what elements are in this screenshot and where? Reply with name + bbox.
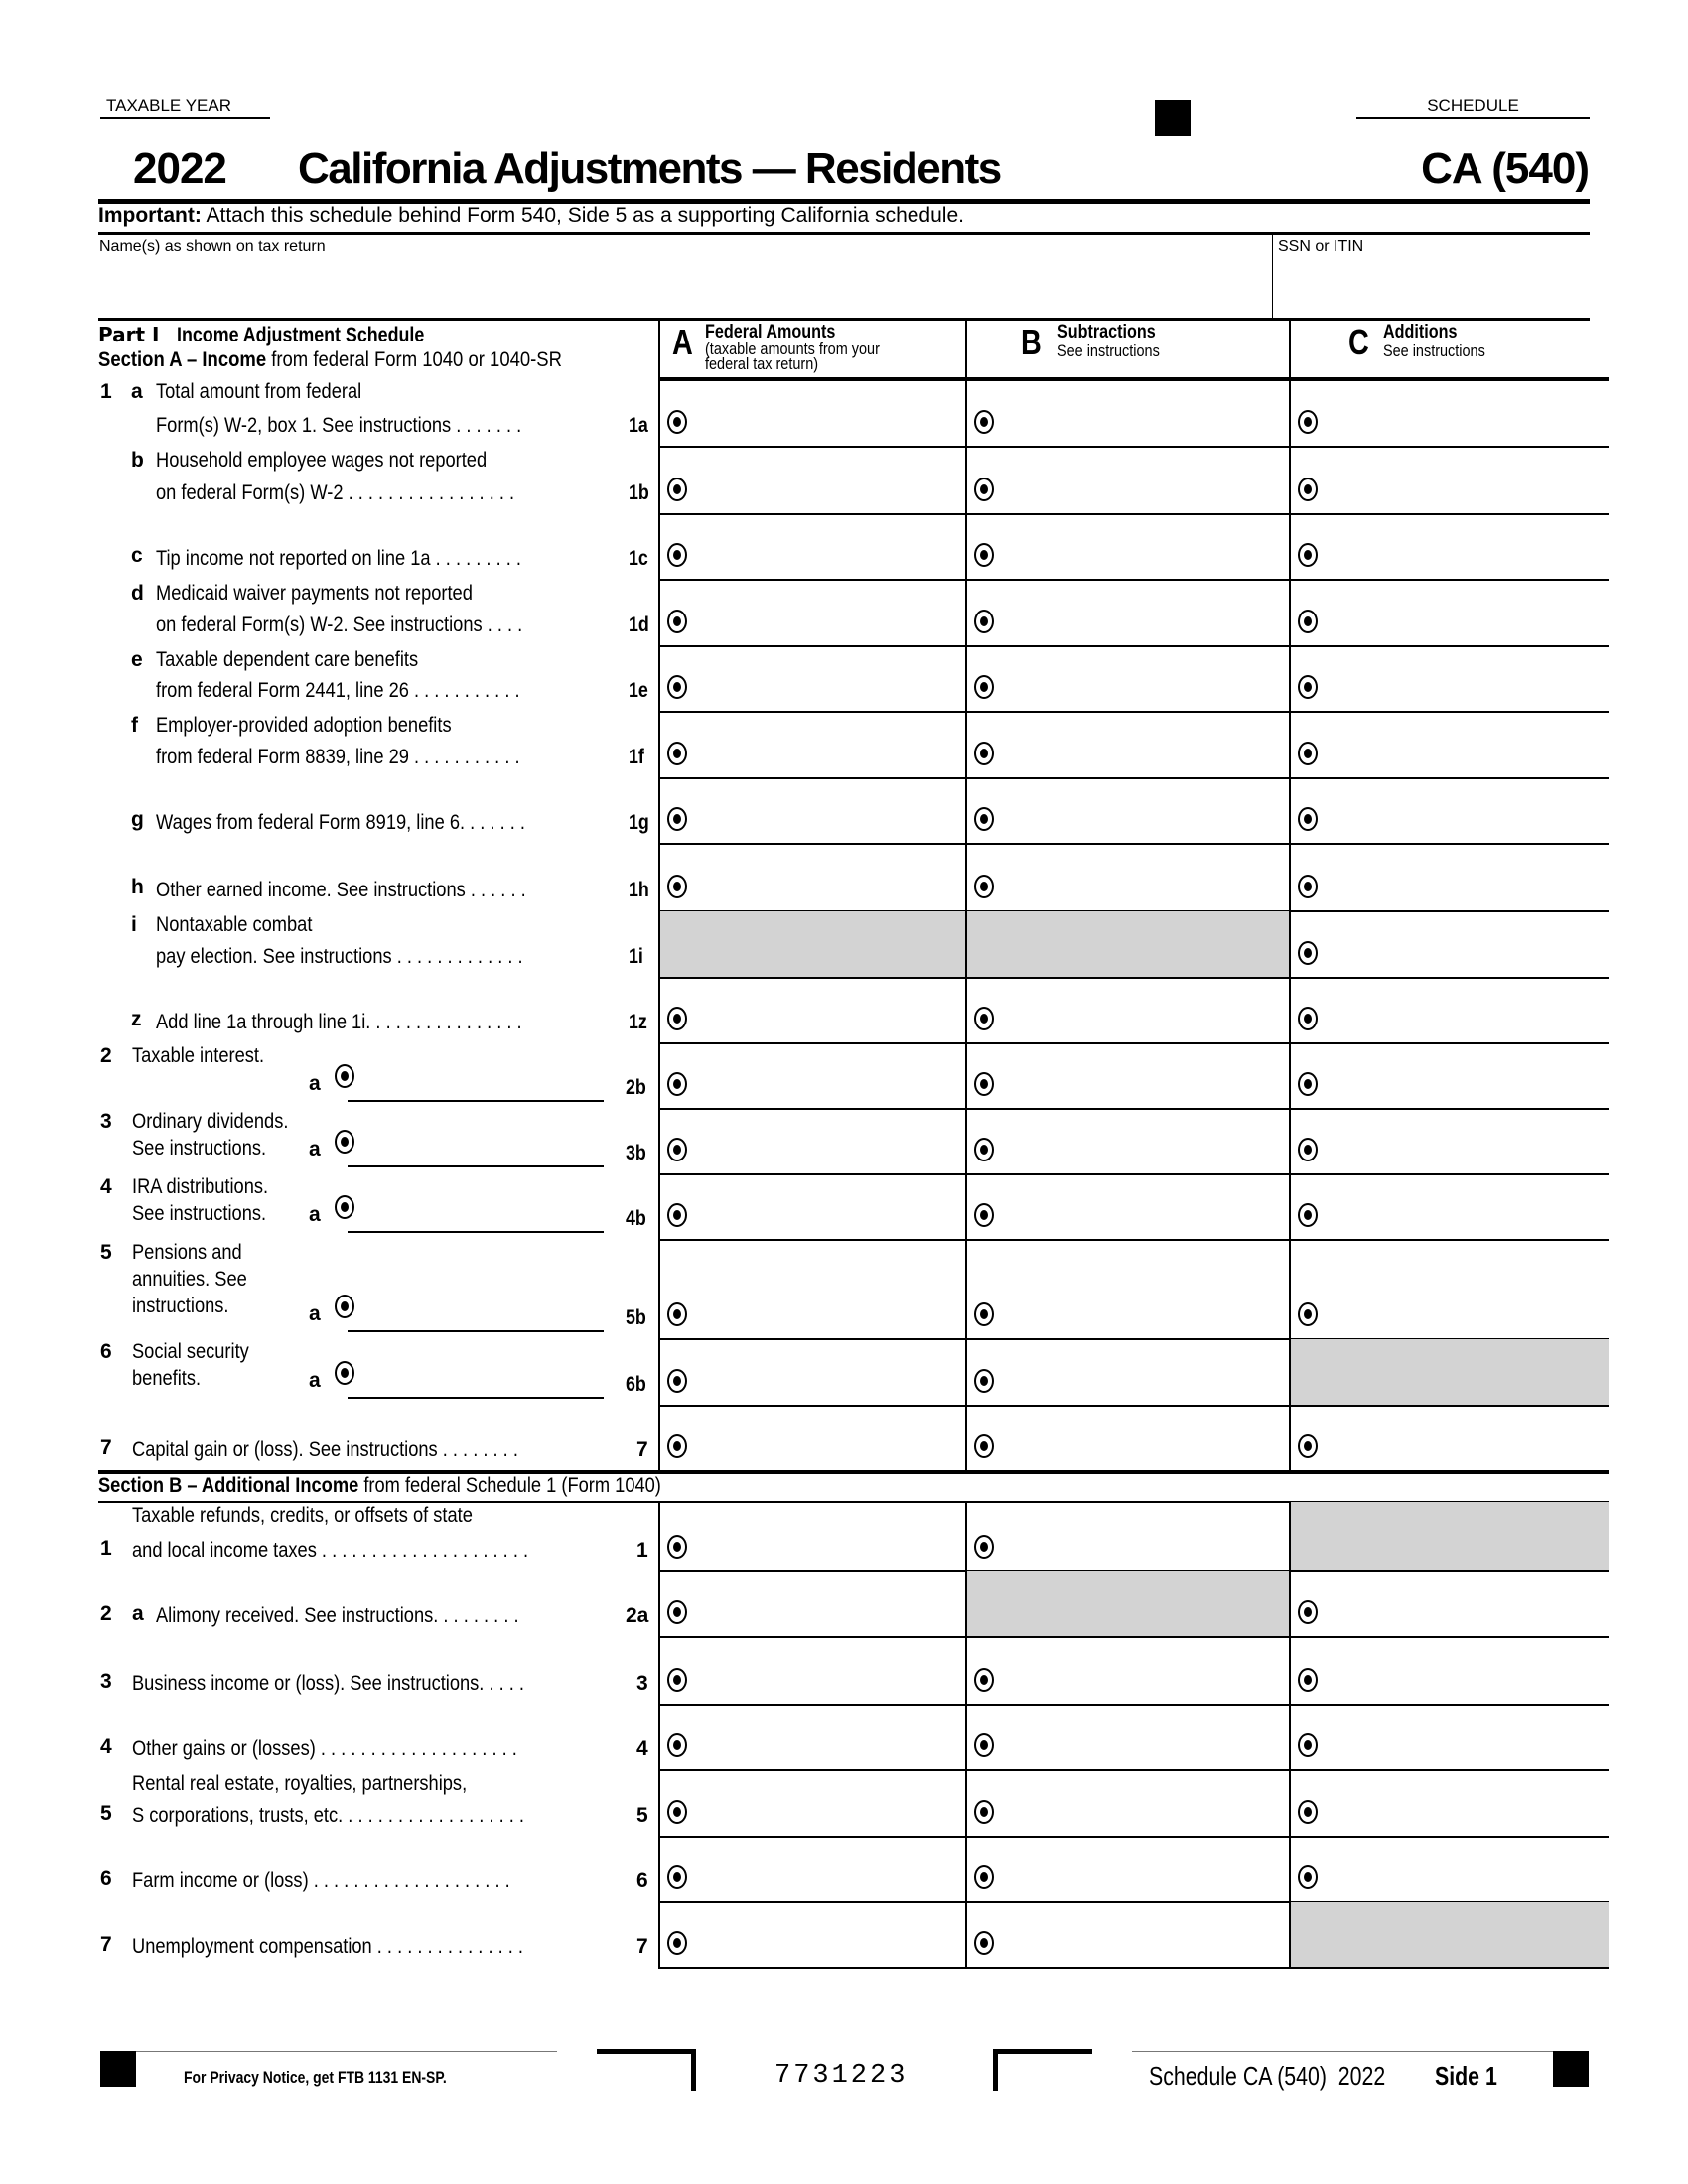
line-description-2: pay election. See instructions . . . . . . . . . . . . . <box>156 945 523 968</box>
sectionb-line-3-subtraction-input[interactable] <box>966 1637 1289 1704</box>
corner-mark-right-side <box>993 2049 998 2091</box>
entry-bullet-icon <box>974 478 994 501</box>
line-description-2: Other earned income. See instructions . . . . . . <box>156 879 526 901</box>
entry-bullet-icon <box>974 1931 994 1955</box>
line-code: 1h <box>629 879 649 901</box>
line-number: 3 <box>100 1670 112 1693</box>
column-rule <box>1289 318 1291 377</box>
line-code: 1i <box>629 945 643 968</box>
entry-bullet-icon <box>1298 1072 1318 1096</box>
line-description-2: annuities. See <box>132 1268 247 1291</box>
line-description-2: See instructions. <box>132 1137 267 1160</box>
line-7-subtraction-input[interactable] <box>966 1406 1289 1470</box>
line-0-addition-input[interactable] <box>1290 378 1609 446</box>
entry-bullet-icon <box>667 610 687 633</box>
line-description-2: Wages from federal Form 8919, line 6. . . . . . . <box>156 811 525 834</box>
section-b-heading <box>98 1473 661 1499</box>
entry-bullet-icon <box>667 675 687 699</box>
sectionb-line-1-addition-input <box>1290 1502 1609 1570</box>
line-description-1: Medicaid waiver payments not reported <box>156 582 473 605</box>
entry-bullet-icon <box>974 875 994 898</box>
line-a-label: a <box>309 1138 321 1160</box>
line-a-label: a <box>309 1203 321 1226</box>
line-number: 3 <box>100 1110 112 1133</box>
line-number: 5 <box>100 1241 112 1264</box>
entry-bullet-icon <box>974 742 994 765</box>
line-3b-subtraction-input[interactable] <box>966 1109 1289 1173</box>
entry-bullet-icon <box>667 1668 687 1692</box>
line-6-federal-amount-input[interactable] <box>659 778 965 843</box>
line-2-subtraction-input[interactable] <box>966 514 1289 579</box>
sectionb-line-5-federal-amount-input[interactable] <box>659 1770 965 1836</box>
line-5-addition-input[interactable] <box>1290 712 1609 777</box>
line-3b-federal-amount-input[interactable] <box>659 1109 965 1173</box>
entry-bullet-icon <box>667 1369 687 1393</box>
form-id: CA (540) <box>1421 144 1589 193</box>
column-title-c: Additions <box>1383 322 1458 342</box>
line-description-2: Form(s) W-2, box 1. See instructions . . . . . . . <box>156 414 522 437</box>
line-number: 1 <box>100 1537 112 1560</box>
line-2a-input[interactable] <box>348 1054 604 1102</box>
line-description-1: Taxable interest. <box>132 1044 265 1067</box>
line-code: 1a <box>629 414 648 437</box>
entry-bullet-icon <box>1298 410 1318 434</box>
line-4b-subtraction-input[interactable] <box>966 1174 1289 1239</box>
sectionb-line-5-subtraction-input[interactable] <box>966 1770 1289 1836</box>
sectionb-line-4-subtraction-input[interactable] <box>966 1705 1289 1769</box>
important-rule <box>98 232 1590 235</box>
column-title-a: Federal Amounts <box>705 322 836 342</box>
line-code: 4 <box>636 1737 648 1760</box>
line-letter: i <box>131 913 137 936</box>
field-underline <box>348 1100 604 1102</box>
entry-bullet-icon <box>667 1600 687 1624</box>
line-code: 7 <box>636 1438 648 1461</box>
line-5b-addition-input[interactable] <box>1290 1240 1609 1338</box>
entry-bullet-icon <box>1298 1434 1318 1458</box>
entry-bullet-icon <box>667 1931 687 1955</box>
line-0-subtraction-input[interactable] <box>966 378 1289 446</box>
sectionb-line-3-federal-amount-input[interactable] <box>659 1637 965 1704</box>
column-sub-c: See instructions <box>1383 341 1485 360</box>
line-4-addition-input[interactable] <box>1290 646 1609 711</box>
entry-bullet-icon <box>1298 543 1318 567</box>
line-code: 1f <box>629 746 644 768</box>
line-number: 2 <box>100 1602 112 1625</box>
entry-bullet-icon <box>974 1434 994 1458</box>
column-rule <box>658 1501 660 1967</box>
line-code: 1e <box>629 679 648 702</box>
entry-bullet-icon <box>974 1302 994 1326</box>
part1-title: Income Adjustment Schedule <box>176 324 425 346</box>
line-6-addition-input[interactable] <box>1290 778 1609 843</box>
tax-year: 2022 <box>133 144 226 193</box>
entry-bullet-icon <box>974 1369 994 1393</box>
line-number: 2 <box>100 1044 112 1067</box>
line-description-1: Rental real estate, royalties, partnerships, <box>132 1772 468 1795</box>
form-title: California Adjustments — Residents <box>298 144 1001 193</box>
entry-bullet-icon <box>667 1800 687 1824</box>
line-a-label: a <box>309 1072 321 1095</box>
important-note <box>98 205 964 228</box>
sectionb-line-5-addition-input[interactable] <box>1290 1770 1609 1836</box>
line-description: Capital gain or (loss). See instructions . . . . . . . . <box>132 1438 518 1461</box>
entry-bullet-icon <box>974 1865 994 1889</box>
line-number: 4 <box>100 1735 112 1758</box>
entry-bullet-icon <box>974 675 994 699</box>
field-underline <box>348 1231 604 1233</box>
line-description-1: Taxable refunds, credits, or offsets of state <box>132 1504 473 1527</box>
privacy-notice: For Privacy Notice, get FTB 1131 EN-SP. <box>184 2068 447 2087</box>
sectionb-line-7-addition-input <box>1290 1902 1609 1967</box>
entry-bullet-icon <box>1298 478 1318 501</box>
line-description-1: Total amount from federal <box>156 380 362 403</box>
line-3-subtraction-input[interactable] <box>966 580 1289 645</box>
line-description-2: Tip income not reported on line 1a . . . . . . . . . <box>156 547 521 570</box>
entry-bullet-icon <box>667 1203 687 1227</box>
line-description-1: Employer-provided adoption benefits <box>156 714 452 737</box>
line-0-federal-amount-input[interactable] <box>659 378 965 446</box>
line-7-subtraction-input[interactable] <box>966 844 1289 910</box>
line-code: 2b <box>626 1076 646 1099</box>
line-description-2: on federal Form(s) W-2. See instructions . . . . <box>156 614 523 636</box>
entry-bullet-icon <box>1298 1600 1318 1624</box>
line-description-1: Social security <box>132 1340 249 1363</box>
entry-bullet-icon <box>667 1007 687 1030</box>
column-sub-b: See instructions <box>1057 341 1160 360</box>
registration-mark <box>1155 100 1191 136</box>
line-code: 5 <box>636 1804 648 1827</box>
entry-bullet-icon <box>667 1138 687 1161</box>
sectionb-line-3-addition-input[interactable] <box>1290 1637 1609 1704</box>
line-description-2: Business income or (loss). See instructions. . . . . <box>132 1672 524 1695</box>
footer-rule-left <box>136 2051 557 2052</box>
line-4-subtraction-input[interactable] <box>966 646 1289 711</box>
entry-bullet-icon <box>667 1302 687 1326</box>
line-description-2: See instructions. <box>132 1202 267 1225</box>
line-6b-federal-amount-input[interactable] <box>659 1339 965 1405</box>
entry-bullet-icon <box>1298 1302 1318 1326</box>
entry-bullet-icon <box>667 1535 687 1559</box>
line-letter: e <box>131 648 143 671</box>
ssn-divider <box>1272 234 1273 319</box>
line-number: 4 <box>100 1175 112 1198</box>
section-a-heading <box>98 348 562 372</box>
line-2-federal-amount-input[interactable] <box>659 514 965 579</box>
line-description-2: Add line 1a through line 1i. . . . . . . . . . . . . . . . <box>156 1011 522 1033</box>
entry-bullet-icon <box>667 543 687 567</box>
line-6b-addition-input <box>1290 1339 1609 1405</box>
entry-bullet-icon <box>974 1668 994 1692</box>
line-3a-input[interactable] <box>348 1120 604 1167</box>
column-rule <box>965 377 967 1470</box>
line-4b-federal-amount-input[interactable] <box>659 1174 965 1239</box>
section-b-label: Section B – Additional Income <box>98 1474 359 1497</box>
entry-bullet-icon <box>1298 1668 1318 1692</box>
line-code: 1 <box>636 1539 648 1562</box>
field-underline <box>348 1397 604 1399</box>
line-description-2: from federal Form 8839, line 29 . . . . . . . . . . . <box>156 746 520 768</box>
line-description-2: Unemployment compensation . . . . . . . . . . . . . . . <box>132 1935 523 1958</box>
line-code: 1b <box>629 481 649 504</box>
column-sub-a-2: federal tax return) <box>705 354 819 373</box>
line-code: 6 <box>636 1869 648 1892</box>
sectionb-line-1-federal-amount-input[interactable] <box>659 1502 965 1570</box>
line-number: 6 <box>100 1340 112 1363</box>
sectionb-line-6-subtraction-input[interactable] <box>966 1837 1289 1901</box>
line-number: 1 <box>100 380 112 403</box>
line-7-federal-amount-input[interactable] <box>659 1406 965 1470</box>
name-label: Name(s) as shown on tax return <box>99 238 326 255</box>
section-a-text: from federal Form 1040 or 1040-SR <box>266 348 562 371</box>
line-2-addition-input[interactable] <box>1290 514 1609 579</box>
field-underline <box>348 1330 604 1332</box>
title-rule <box>98 199 1590 204</box>
line-7-addition-input[interactable] <box>1290 844 1609 910</box>
entry-bullet-icon <box>974 1203 994 1227</box>
section-b-text: from federal Schedule 1 (Form 1040) <box>358 1474 661 1497</box>
sectionb-line-4-federal-amount-input[interactable] <box>659 1705 965 1769</box>
column-letter-b: B <box>1021 322 1042 362</box>
column-rule <box>658 377 660 1470</box>
line-9-federal-amount-input[interactable] <box>659 978 965 1042</box>
line-description-1: Taxable dependent care benefits <box>156 648 419 671</box>
entry-bullet-icon <box>974 610 994 633</box>
column-rule <box>965 1501 967 1967</box>
ssn-field[interactable] <box>1278 260 1588 315</box>
part1-heading <box>98 323 468 347</box>
line-code: 1d <box>629 614 649 636</box>
line-5-subtraction-input[interactable] <box>966 712 1289 777</box>
field-underline <box>348 1165 604 1167</box>
line-description-2: benefits. <box>132 1367 202 1390</box>
line-code: 4b <box>626 1207 646 1230</box>
line-code: 2a <box>626 1604 649 1627</box>
line-5a-input[interactable] <box>348 1285 604 1332</box>
column-rule <box>965 318 967 377</box>
sectionb-line-2-subtraction-input <box>966 1571 1289 1636</box>
schedule-label: SCHEDULE <box>1356 95 1590 119</box>
line-description-1: Pensions and <box>132 1241 242 1264</box>
entry-bullet-icon <box>667 1434 687 1458</box>
entry-bullet-icon <box>974 543 994 567</box>
corner-mark-left-side <box>691 2049 696 2091</box>
footer-rule-right <box>1132 2051 1553 2052</box>
sectionb-line-6-addition-input[interactable] <box>1290 1837 1609 1901</box>
corner-mark-right-top <box>993 2049 1092 2054</box>
entry-bullet-icon <box>1298 807 1318 831</box>
line-3-federal-amount-input[interactable] <box>659 580 965 645</box>
entry-bullet-icon <box>667 742 687 765</box>
line-1-addition-input[interactable] <box>1290 447 1609 513</box>
line-code: 1z <box>629 1011 647 1033</box>
line-5-federal-amount-input[interactable] <box>659 712 965 777</box>
entry-bullet-icon <box>1298 1138 1318 1161</box>
column-title-b: Subtractions <box>1057 322 1156 342</box>
footer-mark-left <box>100 2051 136 2087</box>
sectionb-line-7-federal-amount-input[interactable] <box>659 1902 965 1967</box>
line-8-federal-amount-input <box>659 911 965 977</box>
line-number: 7 <box>100 1933 112 1956</box>
line-letter: b <box>131 449 144 472</box>
entry-bullet-icon <box>974 1733 994 1757</box>
line-letter: a <box>131 380 143 403</box>
line-letter: c <box>131 544 143 567</box>
important-label: Important: <box>98 205 202 227</box>
line-description-2: from federal Form 2441, line 26 . . . . . . . . . . . <box>156 679 520 702</box>
entry-bullet-icon <box>667 478 687 501</box>
line-description-1: Nontaxable combat <box>156 913 313 936</box>
column-letter-a: A <box>672 322 693 362</box>
entry-bullet-icon <box>667 1072 687 1096</box>
line-7-federal-amount-input[interactable] <box>659 844 965 910</box>
corner-mark-left-top <box>597 2049 696 2054</box>
entry-bullet-icon <box>974 807 994 831</box>
line-letter: g <box>131 808 144 831</box>
line-2b-addition-input[interactable] <box>1290 1043 1609 1108</box>
sectionb-line-4-addition-input[interactable] <box>1290 1705 1609 1769</box>
entry-bullet-icon <box>1298 675 1318 699</box>
line-description-1: IRA distributions. <box>132 1175 269 1198</box>
line-number: 5 <box>100 1802 112 1825</box>
taxable-year-label: TAXABLE YEAR <box>100 95 270 119</box>
column-header-a <box>658 320 965 377</box>
entry-bullet-icon <box>974 1138 994 1161</box>
line-8-addition-input[interactable] <box>1290 911 1609 977</box>
line-description-2: S corporations, trusts, etc. . . . . . . . . . . . . . . . . . . <box>132 1804 524 1827</box>
line-3-addition-input[interactable] <box>1290 580 1609 645</box>
line-description-2: on federal Form(s) W-2 . . . . . . . . . . . . . . . . . <box>156 481 515 504</box>
entry-bullet-icon <box>1298 1203 1318 1227</box>
line-4b-addition-input[interactable] <box>1290 1174 1609 1239</box>
important-text: Attach this schedule behind Form 540, Side 5 as a supporting California schedule. <box>201 205 964 227</box>
part1-label: Part I <box>98 323 160 346</box>
column-rule <box>1289 1501 1291 1967</box>
line-6b-subtraction-input[interactable] <box>966 1339 1289 1405</box>
line-7-addition-input[interactable] <box>1290 1406 1609 1470</box>
entry-bullet-icon <box>974 1535 994 1559</box>
entry-bullet-icon <box>974 1072 994 1096</box>
line-code: 7 <box>636 1935 648 1958</box>
line-code: 1c <box>629 547 648 570</box>
footer-side: Side 1 <box>1435 2061 1497 2091</box>
name-field[interactable] <box>99 260 1266 315</box>
line-description-2: Farm income or (loss) . . . . . . . . . . . . . . . . . . . . <box>132 1869 510 1892</box>
column-letter-c: C <box>1348 322 1369 362</box>
barcode-number: 7731223 <box>774 2061 909 2091</box>
entry-bullet-icon <box>667 875 687 898</box>
entry-bullet-icon <box>1298 610 1318 633</box>
column-header-b <box>965 320 1289 377</box>
line-4a-input[interactable] <box>348 1185 604 1233</box>
line-6a-input[interactable] <box>348 1351 604 1399</box>
line-1-subtraction-input[interactable] <box>966 447 1289 513</box>
column-rule <box>1289 377 1291 1470</box>
ssn-label: SSN or ITIN <box>1278 238 1364 255</box>
entry-bullet-icon <box>1298 1007 1318 1030</box>
line-9-addition-input[interactable] <box>1290 978 1609 1042</box>
line-code: 1g <box>629 811 649 834</box>
line-letter: h <box>131 876 144 898</box>
entry-bullet-icon <box>974 1800 994 1824</box>
line-code: 3 <box>636 1672 648 1695</box>
column-rule <box>658 318 660 377</box>
line-4-federal-amount-input[interactable] <box>659 646 965 711</box>
entry-bullet-icon <box>667 410 687 434</box>
line-a-label: a <box>309 1369 321 1392</box>
entry-bullet-icon <box>974 1007 994 1030</box>
sectionb-line-7-subtraction-input[interactable] <box>966 1902 1289 1967</box>
column-sub-a-1: (taxable amounts from your <box>705 340 880 358</box>
line-description-1: Household employee wages not reported <box>156 449 488 472</box>
row-rule <box>658 1967 1609 1969</box>
line-8-subtraction-input <box>966 911 1289 977</box>
line-1-federal-amount-input[interactable] <box>659 447 965 513</box>
line-number: 7 <box>100 1436 112 1459</box>
line-letter: z <box>131 1008 142 1030</box>
line-code: 6b <box>626 1373 646 1396</box>
line-description-3: instructions. <box>132 1295 229 1317</box>
line-code: 5b <box>626 1306 646 1329</box>
line-5b-federal-amount-input[interactable] <box>659 1240 965 1338</box>
entry-bullet-icon <box>667 1733 687 1757</box>
line-number: 6 <box>100 1867 112 1890</box>
footer-form-name: Schedule CA (540) 2022 <box>1149 2061 1386 2091</box>
section-a-label: Section A – Income <box>98 348 267 371</box>
line-a-label: a <box>309 1302 321 1325</box>
line-description-2: Other gains or (losses) . . . . . . . . . . . . . . . . . . . . <box>132 1737 517 1760</box>
line-2b-subtraction-input[interactable] <box>966 1043 1289 1108</box>
line-5b-subtraction-input[interactable] <box>966 1240 1289 1338</box>
line-3b-addition-input[interactable] <box>1290 1109 1609 1173</box>
line-letter: f <box>131 714 138 737</box>
line-description-1: Ordinary dividends. <box>132 1110 289 1133</box>
entry-bullet-icon <box>667 807 687 831</box>
entry-bullet-icon <box>1298 1800 1318 1824</box>
line-6-subtraction-input[interactable] <box>966 778 1289 843</box>
sectionb-line-2-addition-input[interactable] <box>1290 1571 1609 1636</box>
line-letter: d <box>131 582 144 605</box>
entry-bullet-icon <box>1298 1733 1318 1757</box>
entry-bullet-icon <box>1298 875 1318 898</box>
line-letter: a <box>132 1602 144 1625</box>
line-9-subtraction-input[interactable] <box>966 978 1289 1042</box>
entry-bullet-icon <box>1298 1865 1318 1889</box>
line-description-2: Alimony received. See instructions. . . . . . . . . <box>156 1604 519 1627</box>
sectionb-line-6-federal-amount-input[interactable] <box>659 1837 965 1901</box>
line-2b-federal-amount-input[interactable] <box>659 1043 965 1108</box>
footer-mark-right <box>1553 2051 1589 2087</box>
column-header-c <box>1289 320 1609 377</box>
entry-bullet-icon <box>667 1865 687 1889</box>
line-code: 3b <box>626 1142 646 1164</box>
sectionb-line-2-federal-amount-input[interactable] <box>659 1571 965 1636</box>
sectionb-line-1-subtraction-input[interactable] <box>966 1502 1289 1570</box>
entry-bullet-icon <box>1298 742 1318 765</box>
line-description-2: and local income taxes . . . . . . . . . . . . . . . . . . . . . <box>132 1539 529 1562</box>
entry-bullet-icon <box>974 410 994 434</box>
entry-bullet-icon <box>1298 941 1318 965</box>
